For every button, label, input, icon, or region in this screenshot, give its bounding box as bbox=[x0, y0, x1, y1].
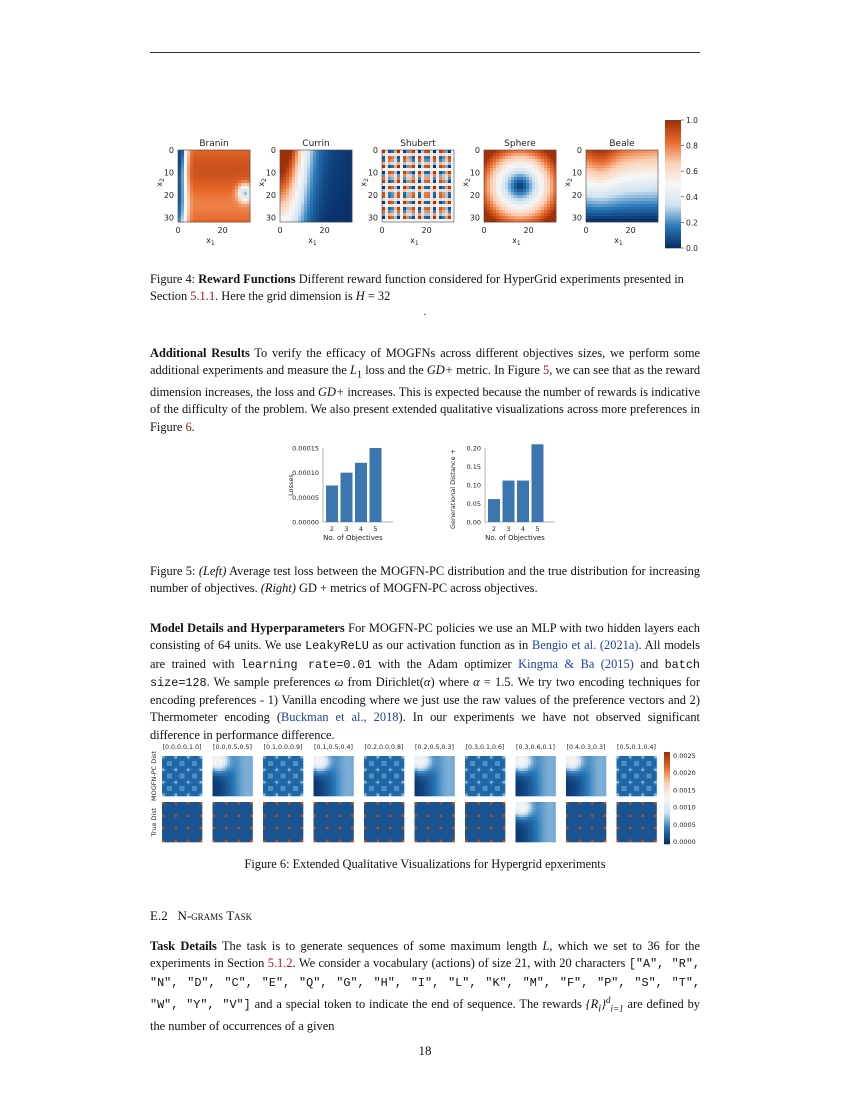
column-label: [0.0,0.0,1.0] bbox=[162, 744, 202, 751]
bar-5 bbox=[370, 448, 382, 522]
body-text: , which we set to 36 for the experiments in Section bbox=[150, 939, 701, 971]
y-tick-label: 30 bbox=[265, 213, 276, 223]
column-label: [0.1,0.0,0.9] bbox=[263, 744, 303, 751]
qualitative-heatmap bbox=[162, 756, 202, 796]
y-tick-label: 20 bbox=[367, 191, 378, 200]
x-tick-label: 4 bbox=[358, 525, 364, 533]
math: } bbox=[601, 997, 607, 1012]
qualitative-heatmap bbox=[364, 756, 404, 796]
task-details-paragraph bbox=[150, 938, 700, 1035]
y-tick-label: 0 bbox=[168, 146, 174, 155]
qualitative-heatmap bbox=[465, 802, 505, 842]
qualitative-heatmap bbox=[516, 802, 556, 842]
x-axis-label: $x_1$ bbox=[410, 236, 419, 247]
colorbar-tick-label: 0.6 bbox=[686, 167, 698, 177]
qualitative-heatmap bbox=[415, 756, 455, 796]
math: α bbox=[473, 674, 480, 689]
y-axis-label: $x_2$ bbox=[563, 178, 574, 187]
panel-title: Shubert bbox=[400, 139, 436, 149]
figure-ref-link[interactable]: 6 bbox=[185, 419, 192, 434]
math: α bbox=[423, 674, 431, 689]
heatmap-beale bbox=[586, 150, 658, 222]
caption-text: Average test loss between the MOGFN-PC distribution and the true distribution for increasing number of objectives. bbox=[150, 564, 701, 596]
body-text: are defined by the number of occurrences of a given bbox=[150, 997, 700, 1033]
x-axis-label: $x_1$ bbox=[308, 236, 317, 247]
y-tick-label: 10 bbox=[571, 168, 582, 178]
y-tick-label: 30 bbox=[571, 213, 582, 223]
body-text: from Dirichlet( bbox=[343, 674, 424, 689]
panel-title: Currin bbox=[302, 139, 330, 149]
colorbar bbox=[664, 752, 670, 844]
code: batch size=128 bbox=[150, 657, 700, 690]
math-sub: i bbox=[598, 1003, 602, 1015]
body-text: For MOGFN-PC policies we use an MLP with two hidden layers each consisting of 64 units. We use bbox=[150, 621, 700, 653]
y-tick-label: 30 bbox=[163, 213, 174, 223]
y-tick-label: 0 bbox=[372, 146, 378, 155]
x-tick-label: 2 bbox=[491, 525, 497, 533]
x-axis-label: $x_1$ bbox=[512, 236, 521, 247]
qualitative-heatmap bbox=[314, 802, 354, 842]
colorbar-tick-label: 0.0000 bbox=[673, 838, 696, 846]
y-tick-label: 0.15 bbox=[466, 463, 481, 471]
x-tick-label: 20 bbox=[625, 226, 636, 235]
qualitative-heatmap bbox=[263, 756, 303, 796]
x-tick-label: 5 bbox=[373, 525, 378, 533]
heatmap-currin bbox=[280, 150, 352, 222]
x-tick-label: 20 bbox=[421, 226, 432, 235]
column-label: [0.0,0.5,0.5] bbox=[213, 744, 252, 751]
caption-math: = 32 bbox=[364, 289, 391, 304]
y-axis-label: Losses bbox=[287, 474, 295, 496]
x-tick-label: 20 bbox=[319, 226, 330, 235]
bar-4 bbox=[517, 481, 529, 522]
column-label: [0.2,0.0,0.8] bbox=[364, 744, 404, 751]
caption-bold: Reward Functions bbox=[198, 272, 296, 286]
x-tick-label: 0 bbox=[481, 226, 487, 235]
code: ["A", "R", "N", "D", "C", "E", "Q", "G", "H", "I", "L", "K", "M", "F", "P", "S", "T", "W", "Y", "V"] bbox=[150, 957, 700, 1013]
body-text: The task is to generate sequences of some maximum length bbox=[216, 939, 543, 953]
math: GD+ bbox=[318, 385, 345, 400]
citation-link[interactable]: Kingma & Ba (2015) bbox=[518, 656, 634, 671]
code: learning rate=0.01 bbox=[240, 657, 372, 672]
qualitative-heatmap bbox=[617, 802, 657, 842]
column-label: [0.3,0.6,0.1] bbox=[516, 744, 555, 751]
y-tick-label: 0 bbox=[270, 146, 276, 155]
qualitative-heatmap bbox=[263, 802, 303, 842]
y-axis-label: $x_2$ bbox=[461, 178, 472, 187]
body-text: and bbox=[633, 656, 665, 671]
y-tick-label: 0.00015 bbox=[292, 444, 319, 453]
y-tick-label: 20 bbox=[571, 191, 582, 200]
body-text: ) where bbox=[430, 674, 474, 689]
x-tick-label: 2 bbox=[329, 525, 335, 533]
body-text: , we can see that as the reward dimension increases, the loss and bbox=[150, 363, 701, 400]
y-axis-label: $x_2$ bbox=[155, 178, 166, 187]
bar-chart-losses bbox=[287, 445, 393, 543]
column-label: [0.2,0.5,0.3] bbox=[415, 744, 454, 751]
bar-2 bbox=[326, 485, 338, 522]
figure-ref-link[interactable]: 5 bbox=[543, 363, 550, 378]
caption-text: . Here the grid dimension is bbox=[215, 289, 356, 304]
citation-link[interactable]: Buckman et al., 2018 bbox=[281, 710, 399, 725]
body-text: increases. This is expected because the number of rewards is indicative of the difficulty of the problem. We also present extended qualitative visualizations across more preferences in Figure bbox=[150, 385, 700, 434]
section-ref-link[interactable]: 5.1.1 bbox=[190, 289, 216, 304]
y-tick-label: 10 bbox=[469, 168, 480, 178]
qualitative-heatmap bbox=[617, 756, 657, 796]
math: L bbox=[350, 363, 357, 378]
x-tick-label: 0 bbox=[277, 226, 283, 235]
qualitative-heatmap bbox=[314, 756, 354, 796]
body-text: metric. In Figure bbox=[453, 363, 544, 378]
bar-5 bbox=[532, 444, 544, 522]
body-text: . All models are trained with bbox=[150, 638, 700, 671]
x-tick-label: 5 bbox=[535, 525, 540, 533]
caption-italic: (Right) bbox=[260, 581, 296, 596]
additional-results-paragraph bbox=[150, 345, 700, 436]
math: {R bbox=[585, 997, 599, 1012]
y-tick-label: 0 bbox=[576, 146, 582, 155]
qualitative-heatmap bbox=[213, 802, 253, 842]
x-tick-label: 3 bbox=[344, 525, 349, 533]
figure-6-qualitative-grid bbox=[148, 740, 708, 855]
body-text: with the Adam optimizer bbox=[371, 656, 519, 671]
panel-title: Beale bbox=[609, 139, 635, 149]
body-text: . We sample preferences bbox=[206, 674, 335, 689]
colorbar-tick-label: 0.8 bbox=[686, 141, 698, 151]
column-label: [0.3,0.1,0.6] bbox=[465, 744, 505, 751]
qualitative-heatmap bbox=[364, 802, 404, 842]
y-tick-label: 0.00005 bbox=[292, 493, 319, 502]
y-tick-label: 10 bbox=[367, 168, 378, 178]
y-tick-label: 0.00000 bbox=[292, 518, 319, 527]
y-tick-label: 0.00 bbox=[466, 518, 481, 527]
qualitative-heatmap bbox=[516, 756, 556, 796]
y-tick-label: 30 bbox=[367, 213, 378, 223]
x-tick-label: 20 bbox=[523, 226, 534, 235]
section-ref-link[interactable]: 5.1.2 bbox=[267, 956, 293, 971]
caption-label: Figure 4: bbox=[150, 272, 196, 286]
y-tick-label: 10 bbox=[265, 168, 276, 178]
body-text: and a special token to indicate the end of sequence. The rewards bbox=[250, 997, 586, 1012]
math: GD+ bbox=[426, 363, 454, 378]
page-number: 18 bbox=[418, 1043, 432, 1058]
qualitative-heatmap bbox=[162, 802, 202, 842]
x-tick-label: 0 bbox=[175, 226, 181, 235]
paragraph-heading: Additional Results bbox=[150, 346, 250, 360]
heatmap-branin bbox=[178, 150, 250, 222]
x-tick-label: 0 bbox=[583, 226, 589, 235]
figure-4-caption bbox=[150, 271, 700, 306]
figure-6-caption: Figure 6: Extended Qualitative Visualizations for Hypergrid epxeriments bbox=[244, 857, 606, 871]
x-axis-label: $x_1$ bbox=[614, 236, 623, 247]
column-label: [0.4,0.3,0.3] bbox=[566, 744, 606, 751]
x-tick-label: 0 bbox=[379, 226, 385, 235]
bar-2 bbox=[488, 499, 500, 522]
code: LeakyReLU bbox=[305, 639, 369, 654]
colorbar-tick-label: 0.0 bbox=[686, 244, 698, 253]
y-tick-label: 0.05 bbox=[466, 500, 481, 508]
heatmap-sphere bbox=[484, 150, 556, 222]
colorbar-tick-label: 0.0005 bbox=[673, 820, 696, 829]
qualitative-heatmap bbox=[566, 756, 606, 796]
body-text: . bbox=[191, 419, 195, 434]
x-tick-label: 20 bbox=[217, 226, 228, 235]
bar-3 bbox=[341, 473, 353, 522]
stray-dot: . bbox=[423, 304, 427, 318]
y-tick-label: 20 bbox=[163, 191, 174, 200]
qualitative-heatmap bbox=[415, 802, 455, 842]
caption-text: Different reward function considered for HyperGrid experiments presented in Section bbox=[150, 272, 684, 304]
row-label: True Dist bbox=[150, 807, 158, 837]
colorbar-tick-label: 0.4 bbox=[686, 192, 698, 202]
math-sup: d bbox=[606, 994, 611, 1005]
colorbar-tick-label: 0.0020 bbox=[673, 769, 696, 778]
body-text: . We consider a vocabulary (actions) of size 21, with 20 characters bbox=[292, 956, 629, 971]
y-tick-label: 0.00010 bbox=[292, 469, 319, 478]
body-text: loss and the bbox=[362, 363, 427, 378]
y-axis-label: $x_2$ bbox=[359, 178, 370, 187]
y-tick-label: 0 bbox=[474, 146, 480, 155]
colorbar bbox=[665, 120, 681, 248]
y-tick-label: 20 bbox=[265, 191, 276, 200]
figure-5-bar-charts bbox=[285, 440, 565, 548]
math-sub: 1 bbox=[356, 369, 363, 381]
qualitative-heatmap bbox=[213, 756, 253, 796]
column-label: [0.1,0.5,0.4] bbox=[314, 744, 353, 751]
panel-title: Branin bbox=[199, 139, 229, 149]
math-sub: i=1 bbox=[610, 1003, 624, 1014]
y-tick-label: 0.10 bbox=[466, 481, 481, 490]
colorbar-tick-label: 1.0 bbox=[686, 116, 698, 125]
y-tick-label: 30 bbox=[469, 213, 480, 223]
colorbar-tick-label: 0.0010 bbox=[673, 803, 696, 812]
model-details-paragraph bbox=[150, 620, 700, 744]
section-title: N-grams Task bbox=[177, 908, 253, 923]
math: ω bbox=[334, 674, 344, 689]
caption-italic: (Left) bbox=[198, 564, 227, 578]
colorbar-tick-label: 0.2 bbox=[686, 218, 698, 228]
y-tick-label: 10 bbox=[163, 168, 174, 178]
caption-label: Figure 5: bbox=[150, 564, 199, 578]
figure-4-reward-heatmaps bbox=[140, 112, 710, 262]
body-text: To verify the efficacy of MOGFNs across different objectives sizes, we perform some additional experiments and measure the bbox=[150, 346, 700, 378]
body-text: as our activation function as in bbox=[368, 638, 532, 653]
header-rule bbox=[150, 52, 700, 53]
bar-3 bbox=[503, 481, 515, 522]
y-tick-label: 0.20 bbox=[466, 444, 481, 453]
colorbar-tick-label: 0.0015 bbox=[673, 786, 696, 795]
y-axis-label: Generational Distance + bbox=[449, 448, 457, 530]
x-axis-label: No. of Objectives bbox=[485, 534, 545, 542]
citation-link[interactable]: Bengio et al. (2021a) bbox=[531, 638, 639, 653]
caption-math: H bbox=[355, 289, 365, 304]
x-axis-label: $x_1$ bbox=[206, 236, 215, 247]
qualitative-heatmap bbox=[566, 802, 606, 842]
body-text: ). In our experiments we have not observed significant difference in performance difference. bbox=[150, 710, 700, 742]
bar-chart-gd bbox=[449, 444, 555, 542]
section-number: E.2 bbox=[150, 908, 168, 923]
panel-title: Sphere bbox=[504, 139, 536, 149]
row-label: MOGFN-PC Dist bbox=[150, 751, 158, 801]
y-axis-label: $x_2$ bbox=[257, 178, 268, 187]
body-text: = 1.5. We try two encoding techniques for encoding preferences - 1) Vanilla encoding where we just use the raw values of the preference vectors and 2) Thermometer encoding ( bbox=[150, 674, 701, 725]
bar-4 bbox=[355, 463, 367, 522]
qualitative-heatmap bbox=[465, 756, 505, 796]
heatmap-shubert bbox=[382, 150, 454, 222]
paragraph-heading: Task Details bbox=[150, 939, 217, 953]
x-tick-label: 4 bbox=[520, 525, 526, 533]
y-tick-label: 20 bbox=[469, 191, 480, 200]
caption-text: GD + metrics of MOGFN-PC across objectives. bbox=[295, 581, 538, 596]
section-heading bbox=[150, 908, 252, 924]
x-tick-label: 3 bbox=[506, 525, 511, 533]
math: L bbox=[542, 939, 550, 953]
x-axis-label: No. of Objectives bbox=[323, 534, 383, 542]
paragraph-heading: Model Details and Hyperparameters bbox=[150, 621, 345, 635]
column-label: [0.5,0.1,0.4] bbox=[617, 744, 656, 751]
colorbar-tick-label: 0.0025 bbox=[673, 752, 696, 760]
figure-5-caption bbox=[150, 563, 700, 598]
